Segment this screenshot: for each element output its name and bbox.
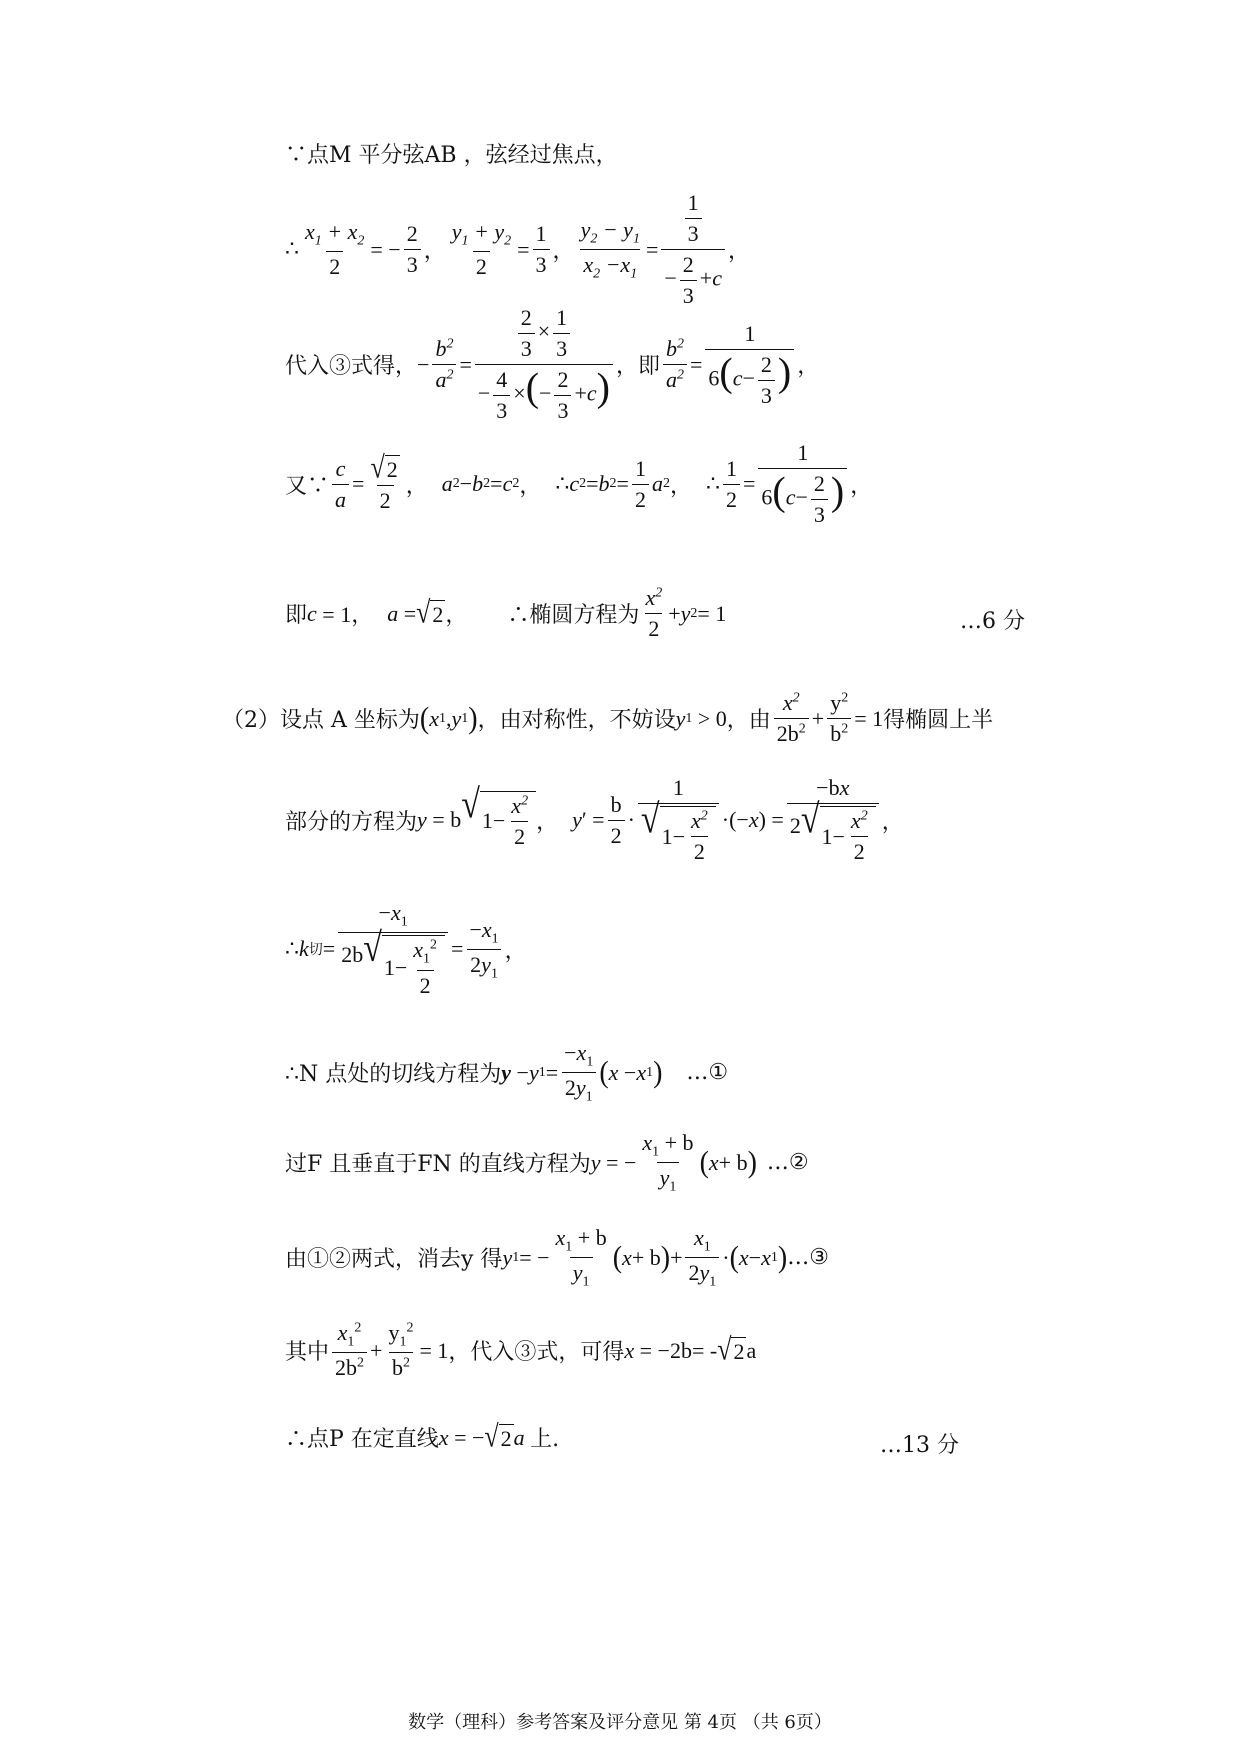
- line-4: [285, 440, 872, 528]
- line-8-label: ∴: [285, 936, 299, 962]
- line-3-mid: ，即: [615, 354, 660, 379]
- line-11-label: 由①②两式，消去y 得: [285, 1247, 503, 1273]
- line-6-suffix: 得椭圆上半: [883, 708, 994, 733]
- line-9: [285, 1040, 728, 1106]
- line-1: [285, 138, 618, 169]
- equation-tag-1: …①: [686, 1060, 729, 1086]
- line-5: [285, 585, 726, 642]
- line-9-label: ∴N 点处的切线方程为: [285, 1062, 502, 1088]
- line-12-mid: ，代入③式，可得: [448, 1340, 625, 1366]
- therefore-symbol: ∴: [285, 237, 299, 262]
- score-6: …6 分: [960, 609, 1025, 634]
- formula-derivative: y = b √ 1− $\frac{x^2}{2}$ ， y ′ = $\frac{b}{2}$ · 1 √ 1− $\frac{x^2}{2}$ ·(− x ) = −bx 2 √ 1− $\frac{x^2}{2}$ ，: [417, 775, 904, 864]
- formula-c-a-values: c = 1， a = √ 2 ，: [307, 594, 468, 630]
- formula-eliminate-y: y 1 = − $\frac{x_1 + b}{y_1}$ ( x + b ) + $\frac{x_1}{2y_1}$ · ( x − x 1 ): [502, 1225, 788, 1290]
- line-6-mid: ，由对称性，不妨设: [477, 708, 676, 733]
- formula-tangent-line: y − y 1 = $\frac{-x_1}{2y_1}$ ( x − x 1 ): [501, 1040, 663, 1105]
- formula-perpendicular-line: y = − $\frac{x_1 + b}{y_1}$ ( x + b ): [590, 1130, 757, 1195]
- line-1-text: ∵点M 平分弦AB ，弦经过焦点，: [285, 143, 618, 168]
- formula-fixed-line: x = − √ 2 a: [438, 1418, 525, 1454]
- line-10-label: 过F 且垂直于FN 的直线方程为: [285, 1152, 591, 1178]
- formula-x-result: x = −2b= - √ 2 a: [624, 1331, 757, 1367]
- formula-eccentricity: $\frac{c}{a}$ = √ 2 2 ， a 2 − b 2 = c 2 ， ∴ c 2 = b 2 = $\frac{1}{2}$ a 2 ， ∴ $\frac{1}{2}$ = 1 6(c− $\frac{2}{3}$ ) ，: [329, 440, 872, 528]
- formula-midpoint-x: $\frac{x_1 + x_2}{2}$ = − $\frac{2}{3}$ ， $\frac{y_1 + y_2}{2}$ = $\frac{1}{3}$ ， $\frac{y_2 - y_1}{x_2 -x_1}$ = $\frac{1}{3}$ − $\frac{2}{3}$ +c ，: [305, 190, 750, 308]
- formula-ratio: $\frac{b^2}{a^2}$ = 1 6(c− $\frac{2}{3}$ ) ，: [660, 321, 819, 409]
- line-13-text: ∴点P 在定直线: [285, 1427, 439, 1452]
- page-footer: 数学（理科）参考答案及评分意见 第 4页 （共 6页）: [408, 1712, 832, 1733]
- line-8: [285, 900, 527, 999]
- line-4-label: 又∵: [285, 473, 330, 499]
- line-7: [285, 775, 904, 865]
- equation-tag-3: …③: [787, 1245, 829, 1271]
- formula-ellipse: $\frac{x^2}{2}$ + y 2 = 1: [645, 585, 727, 641]
- line-13-suffix: 上.: [530, 1427, 560, 1452]
- line-6-label: （2）设点 A 坐标为: [222, 708, 420, 733]
- formula-tangent-slope: k 切 = $-x_1$ 2b √ 1− $\frac{x_1^2}{2}$ = $\frac{-x_1}{2y_1}$ ，: [299, 900, 527, 998]
- equation-tag-2: …②: [766, 1150, 809, 1176]
- line-5-text: ∴椭圆方程为: [507, 603, 640, 628]
- line-3: [285, 305, 819, 424]
- line-3-label: 代入③式得，: [285, 354, 418, 379]
- line-7-label: 部分的方程为: [285, 809, 418, 835]
- line-13: [285, 1418, 560, 1454]
- line-11: [285, 1225, 829, 1291]
- line-6: [222, 690, 993, 747]
- line-12: [285, 1320, 756, 1381]
- formula-ellipse-b: $\frac{x^2}{2b^2}$ + $\frac{y^2}{b^2}$ = 1: [771, 690, 883, 747]
- line-5-label: 即: [285, 603, 308, 628]
- line-10: [285, 1130, 809, 1196]
- score-13: …13 分: [880, 1433, 959, 1458]
- formula-substitution: − $\frac{b^2}{a^2}$ = $\frac{2}{3}$ × $\frac{1}{3}$ − $\frac{4}{3}$ ×(− $\frac{2}{3}$ +c): [417, 305, 616, 424]
- formula-y1-positive: y 1 > 0: [675, 705, 727, 731]
- line-6-mid2: ，由: [726, 708, 771, 733]
- line-12-label: 其中: [285, 1340, 330, 1366]
- formula-point-a: ( x 1 , y 1 ): [419, 700, 478, 735]
- formula-point-on-ellipse: $\frac{x_1^2}{2b^2}$ + $\frac{y_1^2}{b^2}$ = 1: [329, 1320, 448, 1381]
- line-2: [285, 190, 750, 309]
